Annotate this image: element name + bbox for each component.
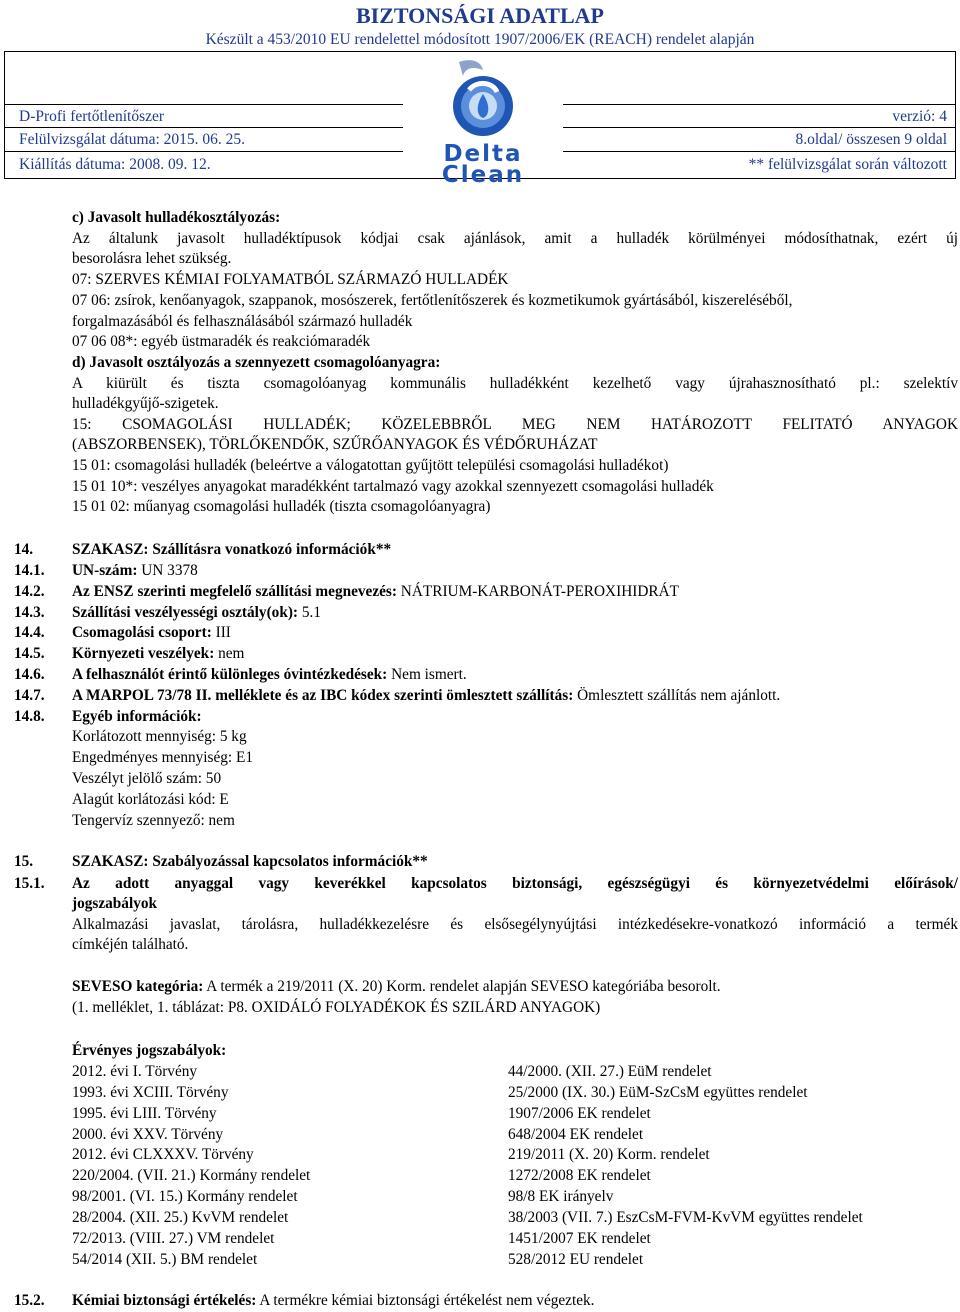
waste-code-15-line2: (ABSZORBENSEK), TÖRLŐKENDŐK, SZŰRŐANYAGOK ÉS VÉDŐRUHÁZAT	[72, 436, 598, 453]
sec14-number: 14.	[14, 541, 34, 558]
product-name: D-Profi fertőtlenítőszer	[19, 108, 165, 125]
waste-code-070608: 07 06 08*: egyéb üstmaradék és reakciómaradék	[72, 333, 371, 350]
sec14-item-value: Nem ismert.	[387, 666, 467, 683]
sec13c-heading: c) Javasolt hulladékosztályozás:	[72, 209, 281, 226]
other-info-5: Tengervíz szennyező: nem	[72, 812, 235, 829]
sec14-item-number: 14.3.	[14, 604, 45, 621]
law-left-item: 54/2014 (XII. 5.) BM rendelet	[72, 1251, 258, 1268]
sec13d-para-line1	[72, 374, 958, 395]
other-info-3: Veszélyt jelölő szám: 50	[72, 770, 222, 787]
sec14-item-label: A MARPOL 73/78 II. melléklete és az IBC kódex szerinti ömlesztett szállítás:	[72, 687, 574, 704]
sec151-para-line1-text: Alkalmazási javaslat, tárolásra, hulladékkezelésre és elsősegélynyújtási intézkedésekre-vonatkozó információ a termék	[72, 916, 958, 933]
waste-code-07: 07: SZERVES KÉMIAI FOLYAMATBÓL SZÁRMAZÓ HULLADÉK	[72, 271, 509, 288]
sec14-item-number: 14.7.	[14, 687, 45, 704]
sec14-item-number: 14.5.	[14, 645, 45, 662]
sec14-item	[72, 665, 467, 686]
sec14-item-value: UN 3378	[137, 562, 198, 579]
sec152-number: 15.2.	[14, 1292, 45, 1309]
sec151-para-line1	[72, 915, 958, 936]
sec14-item	[72, 582, 679, 603]
law-right-item: 98/8 EK irányelv	[508, 1188, 614, 1205]
sec14-item	[72, 686, 780, 707]
law-right-item: 1272/2008 EK rendelet	[508, 1167, 651, 1184]
other-info-2: Engedményes mennyiség: E1	[72, 749, 253, 766]
sec13c-para-line1	[72, 229, 958, 250]
sec151-number: 15.1.	[14, 875, 45, 892]
law-right-item: 528/2012 EU rendelet	[508, 1251, 644, 1268]
seveso-label: SEVESO kategória:	[72, 978, 204, 995]
sec13c-para-line1-text: Az általunk javasolt hulladéktípusok kódjai csak ajánlások, amit a hulladék körülményei módosíthatnak, ezért új	[72, 230, 958, 247]
waste-code-15-line1-text: 15: CSOMAGOLÁSI HULLADÉK; KÖZELEBBRŐL MEG NEM HATÁROZOTT FELITATÓ ANYAGOK	[72, 416, 958, 433]
sec14-item	[72, 623, 231, 644]
sec14-item-value: NÁTRIUM-KARBONÁT-PEROXIHIDRÁT	[396, 583, 679, 600]
law-left-item: 28/2004. (XII. 25.) KvVM rendelet	[72, 1209, 289, 1226]
sec151-heading-line1-text: Az adott anyaggal vagy keverékkel kapcsolatos biztonsági, egészségügyi és környezetvédelmi előírások/	[72, 875, 958, 892]
document-title: BIZTONSÁGI ADATLAP	[356, 3, 604, 28]
sec15-title: SZAKASZ: Szabályozással kapcsolatos információk**	[72, 853, 428, 870]
sec152-line	[72, 1291, 594, 1312]
revision-date: Felülvizsgálat dátuma: 2015. 06. 25.	[19, 131, 246, 148]
sec14-item-label: Csomagolási csoport:	[72, 624, 212, 641]
version-label: verzió: 4	[892, 108, 947, 125]
sec13d-heading: d) Javasolt osztályozás a szennyezett csomagolóanyagra:	[72, 354, 441, 371]
sec14-item-number: 14.1.	[14, 562, 45, 579]
sec151-para-line2: címkéjén található.	[72, 936, 189, 953]
sec14-item-label: A felhasználót érintő különleges óvintézkedések:	[72, 666, 388, 683]
law-left-item: 2000. évi XXV. Törvény	[72, 1126, 224, 1143]
sec13c-para-line2: besorolásra lehet szükség.	[72, 250, 232, 267]
laws-heading: Érvényes jogszabályok:	[72, 1042, 227, 1059]
law-left-item: 72/2013. (VIII. 27.) VM rendelet	[72, 1230, 275, 1247]
sec151-heading-line1	[72, 874, 958, 895]
sec14-item	[72, 644, 244, 665]
sec14-item-number: 14.6.	[14, 666, 45, 683]
sec151-heading-line2: jogszabályok	[72, 895, 157, 912]
law-right-item: 25/2000 (IX. 30.) EüM-SzCsM együttes rendelet	[508, 1084, 808, 1101]
page-counter: 8.oldal/ összesen 9 oldal	[795, 131, 947, 148]
sec14-item-number: 14.8.	[14, 708, 45, 725]
sec14-title: SZAKASZ: Szállításra vonatkozó információk**	[72, 541, 392, 558]
sec13d-para-line2: hulladékgyűjő-szigetek.	[72, 395, 219, 412]
sec152-label: Kémiai biztonsági értékelés:	[72, 1292, 257, 1309]
waste-code-1501: 15 01: csomagolási hulladék (beleértve a válogatottan gyűjtött települési csomagolási hulladékot)	[72, 457, 669, 474]
sec13d-para-line1-text: A kiürült és tiszta csomagolóanyag kommunális hulladékként kezelhető vagy újrahasznosítható pl.: szelektív	[72, 375, 958, 392]
seveso-text: A termék a 219/2011 (X. 20) Korm. rendelet alapján SEVESO kategóriába besorolt.	[203, 978, 721, 995]
law-right-item: 38/2003 (VII. 7.) EszCsM-FVM-KvVM együttes rendelet	[508, 1209, 863, 1226]
law-left-item: 98/2001. (VI. 15.) Kormány rendelet	[72, 1188, 298, 1205]
sec14-item-label: Az ENSZ szerinti megfelelő szállítási megnevezés:	[72, 583, 397, 600]
law-left-item: 1995. évi LIII. Törvény	[72, 1105, 217, 1122]
law-left-item: 2012. évi CLXXXV. Törvény	[72, 1146, 254, 1163]
logo-wordmark: Delta Clean	[441, 141, 525, 188]
law-left-item: 1993. évi XCIII. Törvény	[72, 1084, 229, 1101]
other-info-4: Alagút korlátozási kód: E	[72, 791, 229, 808]
changed-note: ** felülvizsgálat során változott	[748, 156, 947, 173]
law-right-item: 219/2011 (X. 20) Korm. rendelet	[508, 1146, 710, 1163]
waste-code-0706-line1: 07 06: zsírok, kenőanyagok, szappanok, mosószerek, fertőtlenítőszerek és kozmetikumok gyártásából, kiszereléséből,	[72, 292, 793, 309]
sec15-number: 15.	[14, 853, 34, 870]
sec14-item-label: Szállítási veszélyességi osztály(ok):	[72, 604, 299, 621]
law-right-item: 44/2000. (XII. 27.) EüM rendelet	[508, 1063, 712, 1080]
law-right-item: 1451/2007 EK rendelet	[508, 1230, 651, 1247]
law-right-item: 1907/2006 EK rendelet	[508, 1105, 651, 1122]
header-box	[4, 51, 956, 188]
issue-date: Kiállítás dátuma: 2008. 09. 12.	[19, 156, 211, 173]
seveso-line2: (1. melléklet, 1. táblázat: P8. OXIDÁLÓ FOLYADÉKOK ÉS SZILÁRD ANYAGOK)	[72, 999, 601, 1016]
other-info-1: Korlátozott mennyiség: 5 kg	[72, 728, 247, 745]
sec14-item	[72, 561, 198, 582]
sec14-item	[72, 707, 202, 728]
sec14-item-label: UN-szám:	[72, 562, 138, 579]
waste-code-0706-line2: forgalmazásából és felhasználásából származó hulladék	[72, 313, 413, 330]
sec152-text: A termékre kémiai biztonsági értékelést nem végeztek.	[256, 1292, 595, 1309]
sec14-item-value: nem	[214, 645, 245, 662]
waste-code-150102: 15 01 02: műanyag csomagolási hulladék (tiszta csomagolóanyagra)	[72, 498, 491, 515]
sec14-item-number: 14.4.	[14, 624, 45, 641]
waste-code-150110: 15 01 10*: veszélyes anyagokat maradékként tartalmazó vagy azokkal szennyezett csomagolási hulladék	[72, 478, 714, 495]
waste-code-15-line1	[72, 415, 958, 436]
seveso-line1	[72, 977, 721, 998]
sec14-item-value: Ömlesztett szállítás nem ajánlott.	[573, 687, 781, 704]
sec14-item-label: Egyéb információk:	[72, 708, 202, 725]
law-left-item: 220/2004. (VII. 21.) Kormány rendelet	[72, 1167, 311, 1184]
sec14-item-number: 14.2.	[14, 583, 45, 600]
sec14-item-label: Környezeti veszélyek:	[72, 645, 215, 662]
sec14-item-value: III	[211, 624, 231, 641]
sec14-item	[72, 603, 321, 624]
company-logo	[403, 54, 563, 188]
law-left-item: 2012. évi I. Törvény	[72, 1063, 198, 1080]
document-subtitle: Készült a 453/2010 EU rendelettel módosított 1907/2006/EK (REACH) rendelet alapján	[205, 31, 755, 48]
law-right-item: 648/2004 EK rendelet	[508, 1126, 644, 1143]
sec14-item-value: 5.1	[298, 604, 321, 621]
drop-logo-icon	[403, 54, 563, 144]
